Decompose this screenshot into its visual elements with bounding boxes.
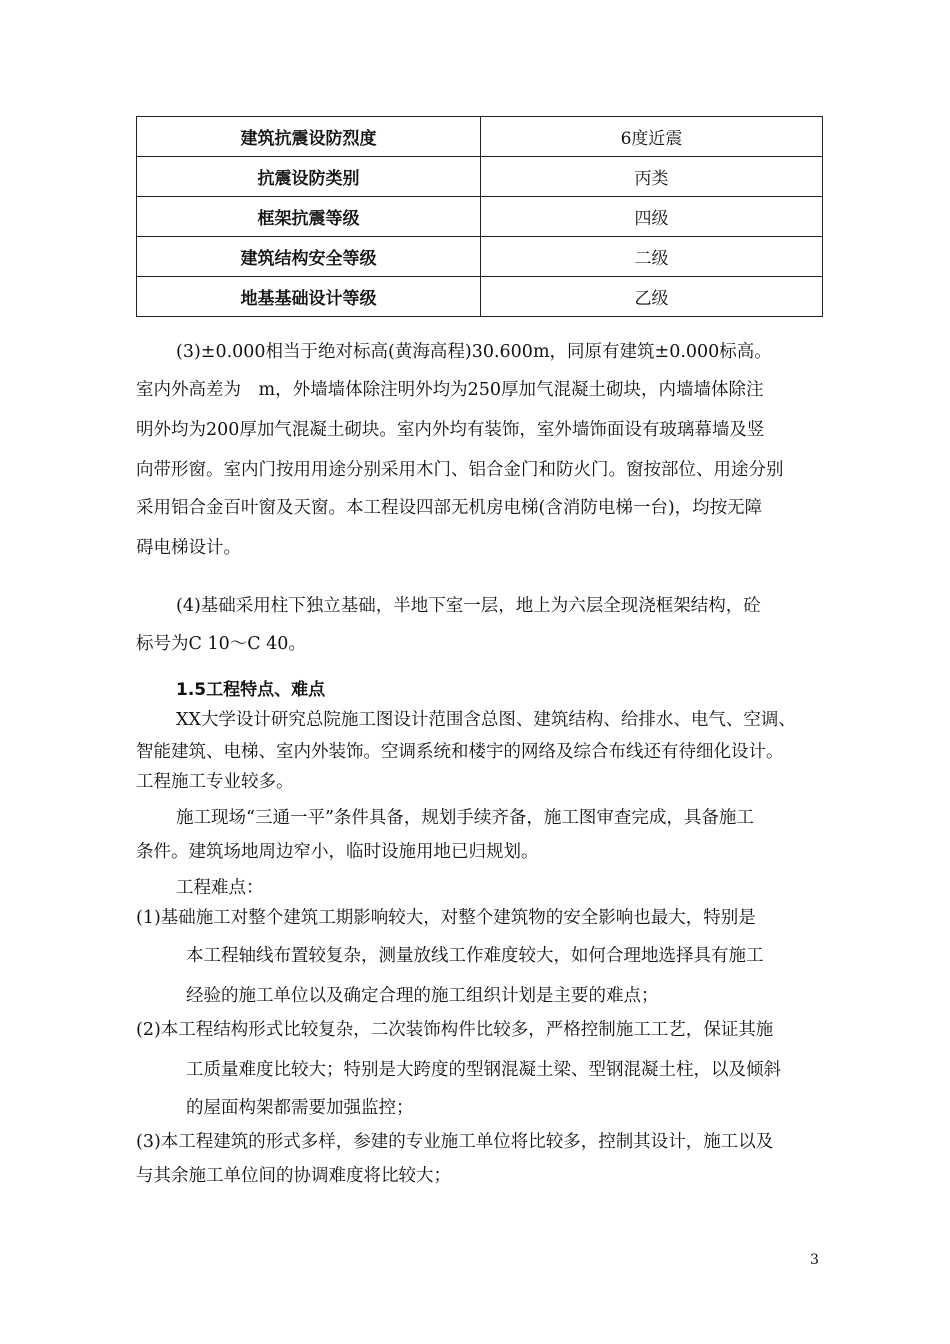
para4-line: (4)基础采用柱下独立基础，半地下室一层，地上为六层全现浇框架结构，砼 — [176, 596, 761, 616]
para3-line: 碍电梯设计。 — [136, 538, 241, 558]
table-row — [137, 197, 823, 237]
table-row — [137, 117, 823, 157]
section-p1-line: 智能建筑、电梯、室内外装饰。空调系统和楼宇的网络及综合布线还有待细化设计。 — [136, 742, 784, 762]
table-cell-label: 框架抗震等级 — [137, 197, 481, 237]
difficulty-item-line: (1)基础施工对整个建筑工期影响较大，对整个建筑物的安全影响也最大，特别是 — [136, 908, 756, 928]
para3-line: 明外均为200厚加气混凝土砌块。室内外均有装饰，室外墙饰面设有玻璃幕墙及竖 — [136, 420, 765, 440]
difficulty-item-line: (3)本工程建筑的形式多样，参建的专业施工单位将比较多，控制其设计，施工以及 — [136, 1132, 774, 1152]
para4-line: 标号为C 10～C 40。 — [136, 634, 306, 654]
table-cell-value: 6度近震 — [481, 117, 823, 157]
table-row — [137, 277, 823, 317]
table-cell-label: 建筑抗震设防烈度 — [137, 117, 481, 157]
para3-line: 向带形窗。室内门按用用途分别采用木门、铝合金门和防火门。窗按部位、用途分别 — [136, 460, 784, 480]
para3-line: 采用铝合金百叶窗及天窗。本工程设四部无机房电梯(含消防电梯一台)，均按无障 — [136, 498, 763, 518]
table-cell-label: 建筑结构安全等级 — [137, 237, 481, 277]
para3-line: (3)±0.000相当于绝对标高(黄海高程)30.600m，同原有建筑±0.000标高。 — [176, 342, 772, 362]
table-cell-label: 抗震设防类别 — [137, 157, 481, 197]
page-number: 3 — [810, 1252, 819, 1268]
table-cell-value: 二级 — [481, 237, 823, 277]
difficulty-item-line: 的屋面构架都需要加强监控； — [186, 1098, 414, 1118]
section-p2-line: 条件。建筑场地周边窄小，临时设施用地已归规划。 — [136, 842, 539, 862]
difficulty-item-line: 经验的施工单位以及确定合理的施工组织计划是主要的难点； — [186, 986, 659, 1006]
section-p1-line: XX大学设计研究总院施工图设计范围含总图、建筑结构、给排水、电气、空调、 — [176, 710, 796, 730]
difficulty-item-line: 工质量难度比较大；特别是大跨度的型钢混凝土梁、型钢混凝土柱，以及倾斜 — [186, 1060, 781, 1080]
seismic-spec-table — [136, 116, 823, 317]
section-p2-line: 施工现场“三通一平”条件具备，规划手续齐备，施工图审查完成，具备施工 — [176, 808, 754, 828]
table-row — [137, 237, 823, 277]
difficulty-item-line: 与其余施工单位间的协调难度将比较大； — [136, 1166, 451, 1186]
difficulty-item-line: 本工程轴线布置较复杂，测量放线工作难度较大，如何合理地选择具有施工 — [186, 946, 764, 966]
section-heading: 1.5工程特点、难点 — [176, 680, 326, 700]
table-cell-value: 丙类 — [481, 157, 823, 197]
para3-line: 室内外高差为 m，外墙墙体除注明外均为250厚加气混凝土砌块，内墙墙体除注 — [136, 380, 764, 400]
table-cell-value: 乙级 — [481, 277, 823, 317]
difficulties-title: 工程难点： — [176, 878, 264, 898]
table-row — [137, 157, 823, 197]
table-cell-label: 地基基础设计等级 — [137, 277, 481, 317]
difficulty-item-line: (2)本工程结构形式比较复杂，二次装饰构件比较多，严格控制施工工艺，保证其施 — [136, 1020, 774, 1040]
section-p1-line: 工程施工专业较多。 — [136, 772, 294, 792]
table-cell-value: 四级 — [481, 197, 823, 237]
